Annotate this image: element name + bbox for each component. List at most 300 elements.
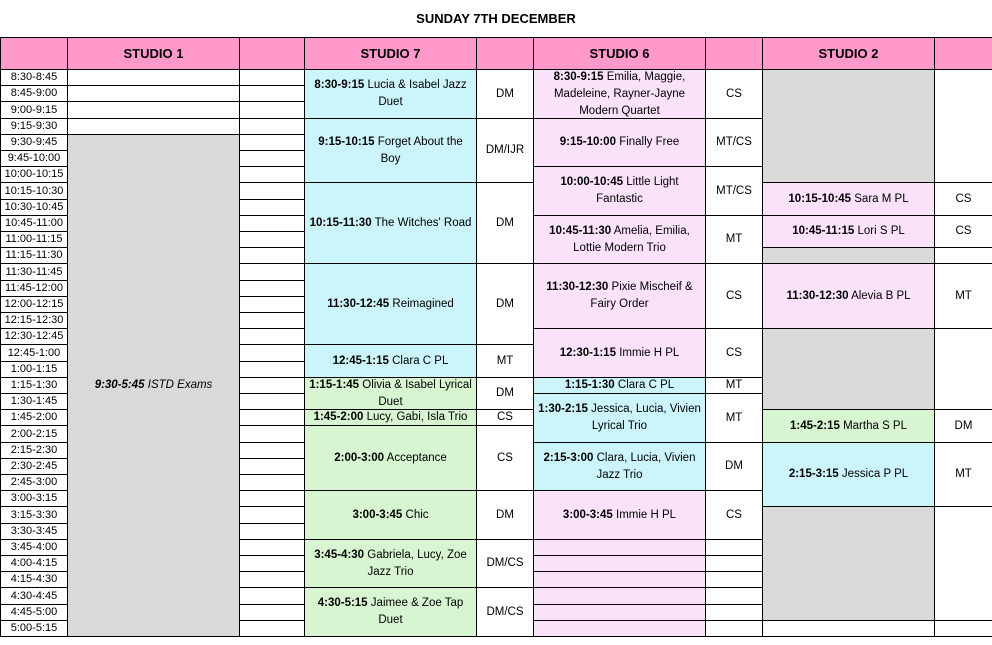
time-label: 3:00-3:15 — [10, 492, 58, 504]
empty-staff-slot — [239, 344, 305, 362]
time-slot — [0, 490, 68, 507]
studio-2-staff-empty — [934, 247, 992, 264]
booking-text — [563, 507, 676, 524]
staff-initials: DM — [496, 216, 514, 229]
empty-slot — [533, 587, 706, 605]
time-label: 12:15-12:30 — [4, 314, 64, 326]
booking-name: Clara C PL — [392, 354, 449, 367]
header-label: STUDIO 1 — [123, 46, 184, 61]
studio-6-booking — [533, 377, 706, 394]
empty-staff-slot — [239, 506, 305, 524]
time-slot — [0, 474, 68, 491]
studio-7-booking — [304, 587, 477, 637]
studio-6-staff — [705, 118, 763, 167]
staff-initials: DM/CS — [486, 557, 524, 569]
time-slot — [0, 571, 68, 588]
empty-staff-slot — [239, 280, 305, 297]
booking-name: Gabriela, Lucy, Zoe Jazz Trio — [367, 548, 467, 578]
booking-name: Little Light Fantastic — [596, 176, 679, 205]
empty-staff-slot — [239, 312, 305, 329]
time-label: 9:00-9:15 — [10, 103, 58, 116]
studio-6-staff — [705, 215, 763, 264]
booking-time: 11:30-12:30 — [546, 281, 609, 293]
time-slot — [0, 604, 68, 621]
empty-staff-slot — [239, 231, 305, 248]
booking-time: 3:00-3:45 — [562, 508, 613, 521]
booking-time: 2:00-3:00 — [334, 451, 385, 464]
time-label: 3:15-3:30 — [10, 508, 58, 521]
studio-7-booking — [304, 263, 477, 345]
empty-slot — [533, 604, 706, 621]
studio-6-staff — [705, 442, 763, 491]
booking-text — [308, 134, 473, 168]
header-label: STUDIO 7 — [360, 46, 421, 61]
studio-6-booking — [533, 490, 706, 540]
booking-name: Emilia, Maggie, Madeleine, Rayner-Jayne Modern Quartet — [553, 70, 686, 117]
empty-staff-slot — [239, 361, 305, 378]
time-label: 1:15-1:30 — [10, 379, 58, 391]
booking-name: Reimagined — [392, 297, 454, 310]
empty-staff-slot — [239, 474, 305, 491]
empty-staff-slot — [239, 377, 305, 394]
empty-slot — [67, 69, 240, 86]
time-label: 2:00-2:15 — [10, 427, 58, 440]
time-label: 11:30-11:45 — [5, 265, 63, 278]
studio-6-booking — [533, 328, 706, 378]
studio-2-booking — [762, 263, 935, 329]
time-label: 8:30-8:45 — [10, 71, 58, 83]
booking-time: 11:30-12:45 — [327, 297, 390, 310]
booking-time: 12:30-1:15 — [559, 346, 616, 359]
studio-6-staff — [705, 263, 763, 329]
studio-2-staff — [934, 263, 992, 329]
time-label: 11:45-12:00 — [5, 282, 63, 294]
empty-staff-slot — [239, 409, 305, 426]
booking-name: Acceptance — [386, 451, 447, 464]
booking-time: 3:00-3:45 — [352, 508, 403, 521]
studio-2-unavailable — [762, 328, 935, 410]
studio-7-booking — [304, 409, 477, 426]
empty-staff-slot — [705, 587, 763, 605]
booking-text — [790, 418, 907, 435]
booking-text — [788, 191, 908, 208]
staff-initials: CS — [497, 411, 513, 423]
studio-7-booking — [304, 69, 477, 119]
time-label: 2:30-2:45 — [10, 460, 58, 472]
booking-time: 2:15-3:00 — [543, 451, 594, 464]
time-slot — [0, 506, 68, 524]
time-label: 9:30-9:45 — [10, 136, 58, 148]
booking-time: 1:15-1:45 — [309, 378, 360, 391]
studio-2-staff — [934, 409, 992, 443]
studio-2-staff-empty — [934, 328, 992, 410]
booking-text — [333, 353, 449, 370]
header-studio-2 — [762, 37, 935, 70]
time-label: 8:45-9:00 — [10, 87, 58, 99]
empty-staff-slot — [934, 620, 992, 637]
booking-time: 12:45-1:15 — [332, 354, 389, 367]
booking-name: Jaimee & Zoe Tap Duet — [370, 597, 464, 626]
header-studio-6-staff — [705, 37, 763, 70]
time-label: 12:00-12:15 — [4, 298, 64, 310]
studio-2-staff — [934, 442, 992, 507]
empty-staff-slot — [705, 555, 763, 572]
studio-6-booking — [533, 263, 706, 329]
time-slot — [0, 587, 68, 605]
time-label: 11:15-11:30 — [5, 249, 63, 261]
time-slot — [0, 101, 68, 119]
page-title: SUNDAY 7TH DECEMBER — [416, 11, 576, 26]
booking-text — [537, 223, 702, 257]
booking-name: Amelia, Emilia, Lottie Modern Trio — [573, 224, 690, 254]
booking-text — [537, 450, 702, 484]
staff-initials: MT — [725, 411, 743, 424]
time-label: 9:45-10:00 — [7, 152, 61, 164]
studio-6-staff — [705, 328, 763, 378]
empty-staff-slot — [239, 393, 305, 410]
booking-name: Sara M PL — [854, 192, 909, 205]
booking-time: 1:45-2:15 — [790, 419, 840, 432]
studio-7-staff — [476, 539, 534, 588]
booking-time: 10:00-10:45 — [560, 176, 623, 188]
booking-time: 8:30-9:15 — [553, 70, 604, 83]
studio-6-booking — [533, 215, 706, 264]
time-label: 3:30-3:45 — [10, 525, 58, 537]
time-slot — [0, 620, 68, 637]
staff-initials: DM/CS — [486, 605, 524, 618]
empty-staff-slot — [239, 215, 305, 232]
empty-staff-slot — [239, 182, 305, 200]
booking-text — [537, 174, 702, 208]
header-studio-2-staff — [934, 37, 992, 70]
booking-text — [792, 223, 905, 240]
empty-staff-slot — [239, 85, 305, 102]
studio-2-staff — [934, 182, 992, 216]
studio-2-staff — [934, 215, 992, 248]
time-slot — [0, 69, 68, 86]
time-slot — [0, 442, 68, 459]
studio-7-booking — [304, 182, 477, 264]
booking-name: Alevia B PL — [851, 289, 911, 302]
exam-time: 9:30-5:45 — [94, 379, 145, 391]
booking-text — [308, 377, 473, 410]
booking-text — [308, 547, 473, 581]
time-slot — [0, 182, 68, 200]
time-label: 2:15-2:30 — [10, 444, 58, 456]
empty-staff-slot — [239, 539, 305, 556]
booking-time: 10:15-11:30 — [309, 216, 372, 229]
header-label: STUDIO 2 — [818, 46, 879, 61]
staff-initials: MT — [725, 379, 743, 391]
staff-initials: DM/IJR — [485, 144, 525, 156]
time-slot — [0, 539, 68, 556]
booking-name: Clara, Lucia, Vivien Jazz Trio — [596, 451, 696, 481]
time-label: 4:00-4:15 — [10, 557, 58, 569]
header-label: STUDIO 6 — [589, 46, 650, 61]
studio-6-booking — [533, 442, 706, 491]
staff-initials: MT/CS — [716, 184, 752, 197]
empty-staff-slot — [239, 571, 305, 588]
empty-staff-slot — [239, 263, 305, 281]
staff-initials: CS — [955, 225, 972, 237]
booking-text — [560, 345, 680, 362]
time-slot — [0, 150, 68, 167]
staff-initials: DM — [496, 508, 514, 521]
studio-6-booking — [533, 69, 706, 119]
booking-text — [789, 466, 908, 483]
booking-text — [537, 401, 702, 435]
time-label: 1:30-1:45 — [10, 395, 58, 407]
time-slot — [0, 555, 68, 572]
studio-2-booking — [762, 215, 935, 248]
empty-staff-slot — [239, 620, 305, 637]
empty-staff-slot — [239, 442, 305, 459]
studio-7-staff — [476, 263, 534, 345]
booking-time: 2:15-3:15 — [788, 468, 839, 480]
time-label: 4:30-4:45 — [10, 589, 58, 602]
staff-initials: CS — [726, 289, 742, 302]
time-slot — [0, 393, 68, 410]
time-slot — [0, 377, 68, 394]
booking-text — [786, 288, 910, 305]
studio-6-booking — [533, 166, 706, 216]
booking-time: 8:30-9:15 — [314, 79, 365, 91]
staff-initials: MT — [955, 468, 972, 480]
empty-staff-slot — [239, 101, 305, 119]
empty-slot — [533, 555, 706, 572]
time-label: 4:15-4:30 — [10, 573, 58, 585]
booking-name: Finally Free — [619, 136, 680, 148]
studio-7-staff — [476, 409, 534, 426]
booking-name: Lucy, Gabi, Isla Trio — [366, 411, 468, 423]
time-label: 10:30-10:45 — [4, 201, 64, 213]
staff-initials: MT/CS — [716, 136, 752, 148]
empty-staff-slot — [239, 555, 305, 572]
empty-slot — [67, 118, 240, 135]
empty-staff-slot — [239, 425, 305, 443]
staff-initials: CS — [726, 508, 742, 521]
empty-slot — [67, 85, 240, 102]
time-slot — [0, 263, 68, 281]
time-slot — [0, 344, 68, 362]
booking-time: 9:15-10:15 — [318, 135, 375, 148]
booking-name: Immie H PL — [619, 346, 680, 359]
exam-text — [95, 377, 213, 394]
studio-7-staff — [476, 425, 534, 491]
booking-text — [327, 296, 454, 313]
studio-6-booking — [533, 393, 706, 443]
studio-2-booking — [762, 442, 935, 507]
studio-7-staff — [476, 69, 534, 119]
time-label: 5:00-5:15 — [10, 622, 58, 634]
empty-staff-slot — [239, 134, 305, 151]
studio-6-staff — [705, 393, 763, 443]
header-studio-1 — [67, 37, 240, 70]
booking-text — [308, 77, 473, 111]
empty-slot — [762, 620, 935, 637]
booking-name: Clara C PL — [617, 379, 675, 391]
studio-6-staff — [705, 377, 763, 394]
exam-label: ISTD Exams — [147, 379, 213, 391]
booking-text — [560, 134, 680, 151]
empty-staff-slot — [239, 296, 305, 313]
empty-slot — [533, 539, 706, 556]
time-label: 10:45-11:00 — [5, 217, 63, 229]
empty-staff-slot — [705, 539, 763, 556]
booking-name: Chic — [405, 508, 429, 521]
booking-name: The Witches' Road — [374, 216, 472, 229]
time-label: 1:00-1:15 — [10, 363, 58, 375]
empty-staff-slot — [239, 118, 305, 135]
staff-initials: DM — [954, 419, 973, 432]
time-slot — [0, 199, 68, 216]
studio-6-staff — [705, 490, 763, 540]
booking-text — [310, 215, 472, 232]
time-slot — [0, 247, 68, 264]
empty-slot — [67, 101, 240, 119]
empty-staff-slot — [239, 328, 305, 345]
staff-initials: CS — [497, 451, 513, 464]
booking-name: Lori S PL — [857, 225, 905, 237]
studio-6-staff — [705, 166, 763, 216]
header-time-column — [0, 37, 68, 70]
booking-time: 1:30-2:15 — [538, 403, 588, 415]
empty-slot — [533, 571, 706, 588]
studio-7-staff — [476, 490, 534, 540]
booking-name: Immie H PL — [616, 508, 677, 521]
studio-7-booking — [304, 425, 477, 491]
empty-staff-slot — [239, 150, 305, 167]
time-slot — [0, 296, 68, 313]
studio-7-booking — [304, 539, 477, 588]
staff-initials: MT — [725, 233, 743, 245]
booking-time: 10:45-11:30 — [549, 224, 612, 237]
studio-2-unavailable — [762, 247, 935, 264]
studio-2-booking — [762, 182, 935, 216]
studio-2-unavailable — [762, 506, 935, 621]
time-label: 12:30-12:45 — [4, 330, 64, 342]
staff-initials: CS — [726, 346, 742, 359]
time-label: 4:45-5:00 — [10, 606, 58, 618]
time-slot — [0, 85, 68, 102]
booking-name: Jessica, Lucia, Vivien Lyrical Trio — [591, 403, 701, 432]
empty-staff-slot — [239, 166, 305, 183]
booking-name: Lucia & Isabel Jazz Duet — [367, 79, 467, 108]
booking-time: 4:30-5:15 — [317, 597, 368, 609]
time-slot — [0, 280, 68, 297]
booking-text — [352, 507, 428, 524]
time-slot — [0, 118, 68, 135]
booking-text — [537, 69, 702, 119]
empty-staff-slot — [239, 458, 305, 475]
empty-staff-slot — [705, 571, 763, 588]
studio-7-staff — [476, 344, 534, 378]
header-studio-1-staff — [239, 37, 305, 70]
booking-time: 10:15-10:45 — [788, 192, 852, 205]
empty-staff-slot — [239, 247, 305, 264]
time-label: 1:45-2:00 — [10, 411, 58, 423]
time-slot — [0, 134, 68, 151]
empty-slot — [533, 620, 706, 637]
time-label: 10:00-10:15 — [4, 168, 64, 180]
booking-time: 3:45-4:30 — [314, 548, 365, 561]
booking-name: Olivia & Isabel Lyrical Duet — [362, 378, 472, 408]
time-slot — [0, 312, 68, 329]
booking-time: 11:30-12:30 — [786, 289, 849, 302]
booking-time: 9:15-10:00 — [559, 136, 616, 148]
time-label: 3:45-4:00 — [10, 541, 58, 553]
booking-text — [334, 450, 447, 467]
time-slot — [0, 523, 68, 540]
studio-2-unavailable — [762, 69, 935, 183]
booking-text — [537, 279, 702, 313]
studio-7-booking — [304, 118, 477, 183]
empty-staff-slot — [705, 620, 763, 637]
empty-staff-slot — [705, 604, 763, 621]
booking-time: 10:45-11:15 — [792, 225, 855, 237]
booking-name: Martha S PL — [843, 419, 907, 432]
time-slot — [0, 231, 68, 248]
booking-time: 1:15-1:30 — [564, 379, 615, 391]
booking-text — [565, 377, 674, 394]
staff-initials: DM — [496, 297, 514, 310]
staff-initials: MT — [955, 289, 972, 302]
booking-text — [314, 409, 468, 426]
empty-staff-slot — [239, 199, 305, 216]
time-label: 11:00-11:15 — [5, 233, 63, 245]
studio-2-staff-empty — [934, 69, 992, 183]
empty-staff-slot — [239, 490, 305, 507]
header-studio-6 — [533, 37, 706, 70]
studio-7-booking — [304, 344, 477, 378]
time-label: 9:15-9:30 — [10, 120, 58, 132]
header-studio-7 — [304, 37, 477, 70]
header-studio-7-staff — [476, 37, 534, 70]
time-slot — [0, 458, 68, 475]
studio-7-staff — [476, 182, 534, 264]
time-label: 2:45-3:00 — [10, 476, 58, 488]
time-label: 12:45-1:00 — [7, 346, 61, 359]
studio-7-staff — [476, 118, 534, 183]
time-label: 10:15-10:30 — [4, 184, 64, 197]
time-slot — [0, 328, 68, 345]
studio-7-staff — [476, 377, 534, 410]
studio-2-staff-empty — [934, 506, 992, 621]
booking-time: 1:45-2:00 — [313, 411, 364, 423]
staff-initials: DM — [496, 87, 514, 100]
studio-6-staff — [705, 69, 763, 119]
studio-7-staff — [476, 587, 534, 637]
studio-7-booking — [304, 377, 477, 410]
studio-6-booking — [533, 118, 706, 167]
time-slot — [0, 166, 68, 183]
studio-7-booking — [304, 490, 477, 540]
time-slot — [0, 409, 68, 426]
studio-2-booking — [762, 409, 935, 443]
time-slot — [0, 361, 68, 378]
staff-initials: MT — [496, 354, 514, 367]
time-slot — [0, 425, 68, 443]
booking-text — [308, 595, 473, 629]
studio-1-exam-block — [67, 134, 240, 637]
booking-name: Pixie Mischeif & Fairy Order — [590, 281, 693, 310]
staff-initials: CS — [955, 192, 972, 205]
booking-name: Jessica P PL — [841, 468, 909, 480]
empty-staff-slot — [239, 604, 305, 621]
staff-initials: CS — [726, 87, 742, 100]
booking-name: Forget About the Boy — [377, 135, 463, 165]
time-slot — [0, 215, 68, 232]
